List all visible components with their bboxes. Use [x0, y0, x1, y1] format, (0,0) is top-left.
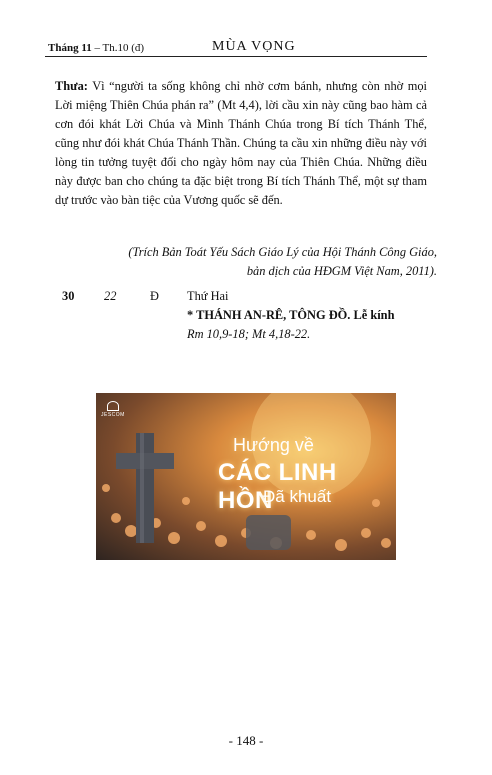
banner-line-3: Đã khuất [263, 487, 332, 506]
body-paragraph [55, 77, 427, 210]
entry-body [187, 287, 437, 344]
paragraph-text: Vì “người ta sống không chỉ nhờ cơm bánh, nhưng còn nhờ mọi Lời miệng Thiên Chúa phán ra” (Mt 4,4), lời cầu xin này cũng bao hàm cả cơn đói khát Lời Chúa và Mình Thánh Chúa trong Bí tích Thánh Thể, cũng như đói khát Chúa Thánh Thần. Chúng ta cầu xin những điều này với lòng tin tưởng tuyệt đối cho ngày hôm nay của Thiên Chúa. Những điều này được ban cho chúng ta đặc biệt trong Bí tích Thánh Thể, một sự tham dự trước vào bàn tiệc của Vương quốc sẽ đến. [55, 79, 427, 207]
memorial-banner-image [96, 393, 396, 560]
month-detail: – Th.10 (đ) [91, 42, 145, 54]
entry-readings: Rm 10,9-18; Mt 4,18-22. [187, 327, 311, 341]
page-header [45, 36, 427, 57]
entry-weekday: Thứ Hai [187, 289, 229, 303]
citation [55, 243, 437, 281]
month-label [48, 42, 144, 54]
jescom-logo [101, 401, 125, 418]
season-title: MÙA VỌNG [212, 39, 296, 54]
logo-text: JESCOM [101, 412, 125, 418]
headstone-shape [246, 515, 291, 550]
paragraph-lead: Thưa: [55, 79, 88, 93]
citation-line-2: bản dịch của HĐGM Việt Nam, 2011). [246, 264, 437, 278]
stone-cross-icon [116, 433, 174, 543]
entry-day: 30 [62, 289, 75, 303]
citation-line-1: (Trích Bản Toát Yếu Sách Giáo Lý của Hội Thánh Công Giáo, [128, 245, 437, 259]
entry-code: Đ [150, 289, 159, 303]
banner-line-2: CÁC LINH HỒN [218, 459, 337, 514]
entry-lunar-day: 22 [104, 289, 117, 303]
page-number: - 148 - [228, 733, 264, 748]
banner-line-1: Hướng về [233, 435, 314, 455]
month-bold: Tháng 11 [48, 42, 92, 54]
entry-title: * THÁNH AN-RÊ, TÔNG ĐỒ. Lễ kính [187, 308, 395, 322]
